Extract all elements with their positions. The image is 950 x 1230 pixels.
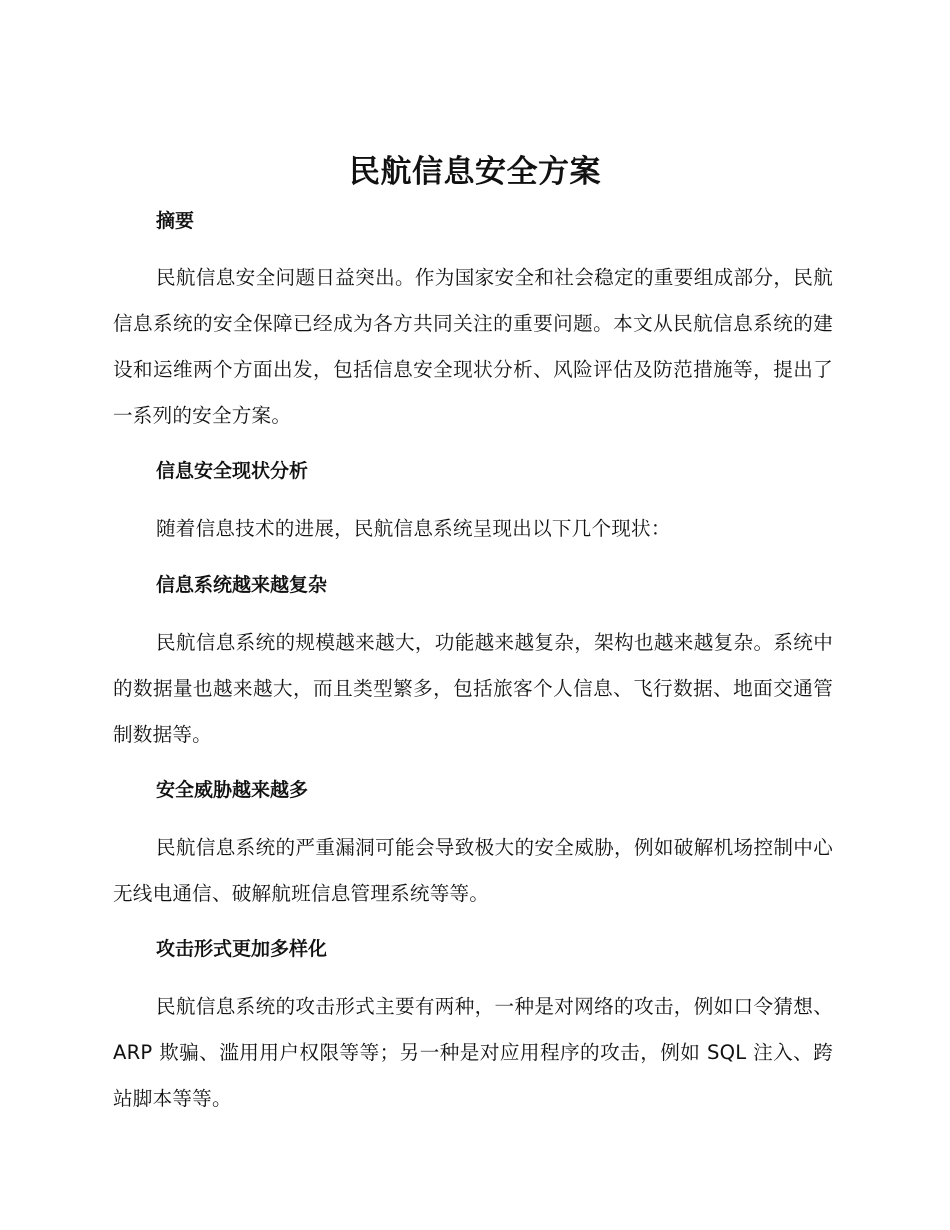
section-heading-complexity: 信息系统越来越复杂 (156, 574, 328, 596)
section-heading-attack-forms: 攻击形式更加多样化 (156, 938, 328, 960)
section-heading-threats: 安全威胁越来越多 (156, 779, 309, 801)
section-heading-status-analysis: 信息安全现状分析 (156, 460, 309, 482)
section-body-complexity: 民航信息系统的规模越来越大，功能越来越复杂，架构也越来越复杂。系统中的数据量也越来越大，而且类型繁多，包括旅客个人信息、飞行数据、地面交通管制数据等。 (113, 631, 833, 746)
section-heading-abstract: 摘要 (156, 210, 195, 232)
section-body-attack-forms: 民航信息系统的攻击形式主要有两种，一种是对网络的攻击，例如口令猜想、ARP 欺骗、滥用用户权限等等；另一种是对应用程序的攻击，例如 SQL 注入、跨站脚本等等。 (113, 995, 833, 1110)
section-body-threats: 民航信息系统的严重漏洞可能会导致极大的安全威胁，例如破解机场控制中心无线电通信、破解航班信息管理系统等等。 (113, 836, 833, 905)
document-title: 民航信息安全方案 (349, 154, 601, 190)
section-body-status-analysis: 随着信息技术的进展，民航信息系统呈现出以下几个现状： (156, 517, 671, 540)
section-body-abstract: 民航信息安全问题日益突出。作为国家安全和社会稳定的重要组成部分，民航信息系统的安全保障已经成为各方共同关注的重要问题。本文从民航信息系统的建设和运维两个方面出发，包括信息安全现状分析、风险评估及防范措施等，提出了一系列的安全方案。 (113, 266, 833, 427)
